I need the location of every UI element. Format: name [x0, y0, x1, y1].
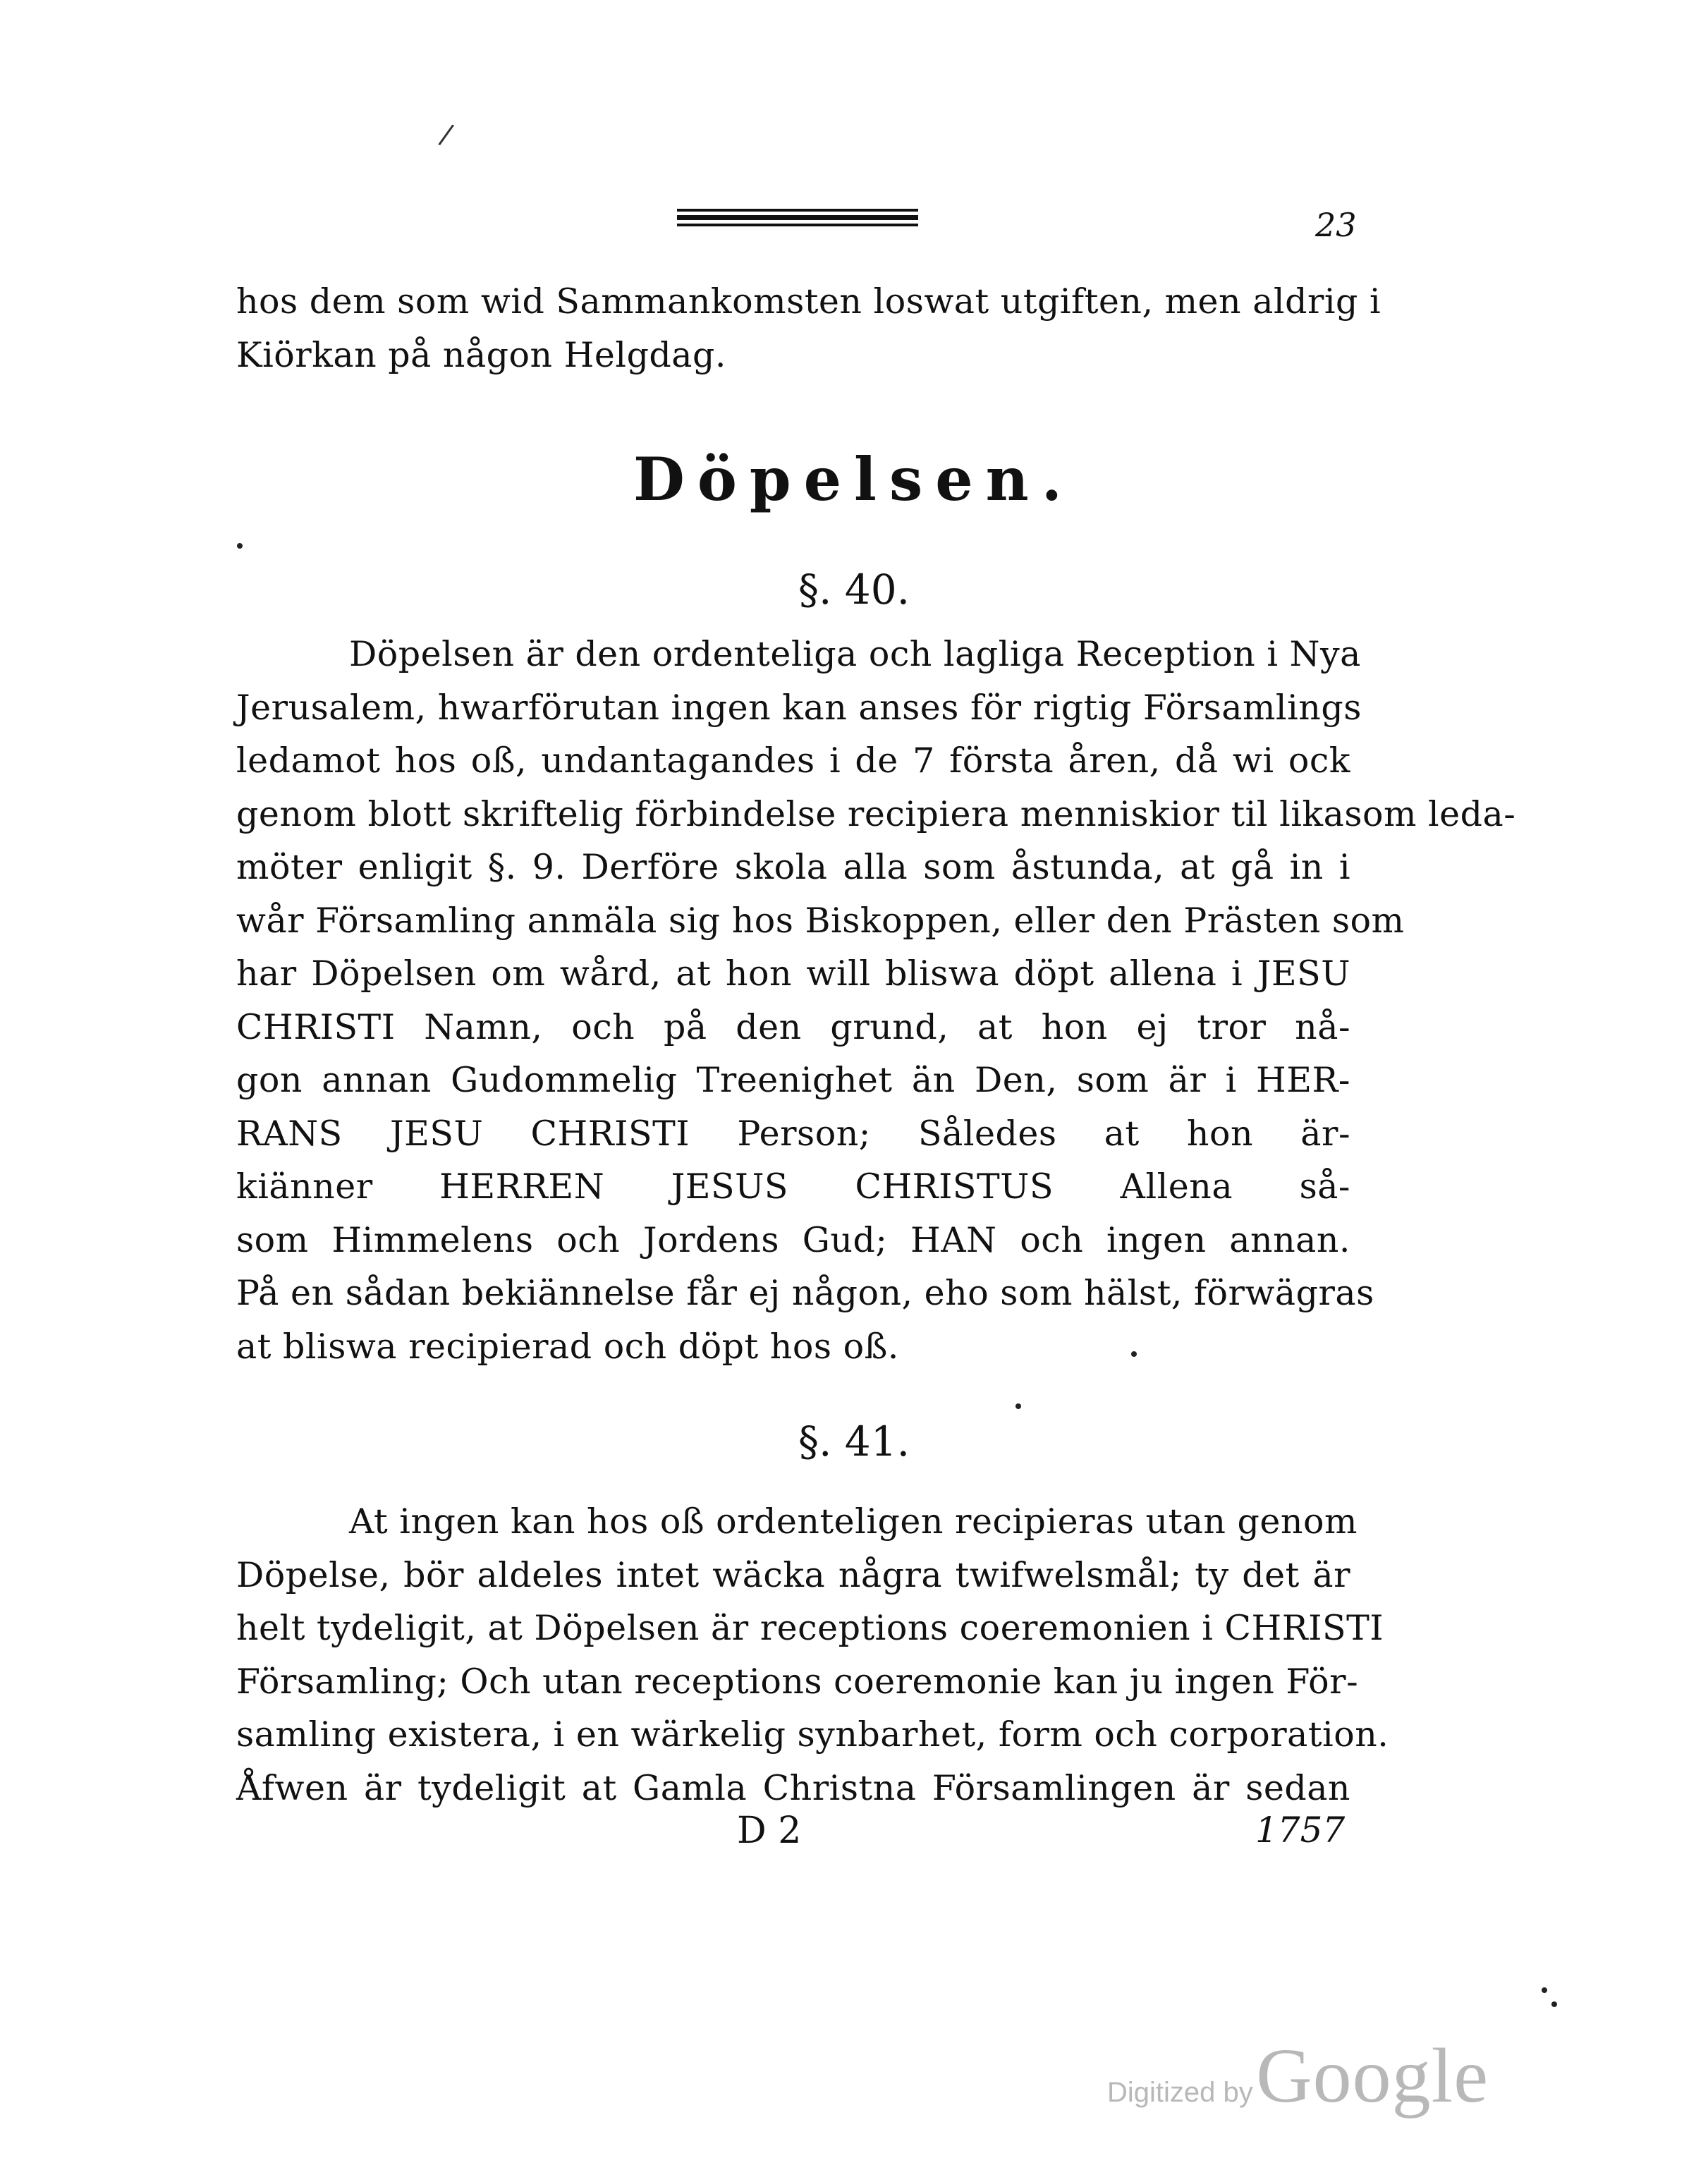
digitization-watermark: [1107, 2031, 1489, 2121]
text-line: helt tydeligit, at Döpelsen är receptions coeremonien i CHRISTI: [236, 1608, 1384, 1648]
text-line: Församling; Och utan receptions coeremonie kan ju ingen För-: [236, 1661, 1359, 1702]
catchword: 1757: [1255, 1810, 1346, 1851]
text-line: ledamot hos oß, undantagandes i de 7 första åren, då wi ock: [236, 740, 1350, 781]
speck: [1551, 2001, 1557, 2007]
text-line: At ingen kan hos oß ordenteligen recipieras utan genom: [349, 1501, 1358, 1542]
text-line: RANS JESU CHRISTI Person; Således at hon är-: [236, 1113, 1350, 1154]
header-rule-line: [677, 215, 918, 220]
speck: [237, 543, 243, 549]
header-rule: [677, 209, 918, 230]
section-41-paragraph: [236, 1495, 1389, 1815]
text-line: gon annan Gudommelig Treenighet än Den, som är i HER-: [236, 1060, 1350, 1100]
text-line: hos dem som wid Sammankomsten loswat utgiften, men aldrig i: [236, 281, 1381, 322]
text-line: Döpelsen är den ordenteliga och lagliga Reception i Nya: [349, 634, 1361, 674]
watermark-prefix: Digitized by: [1107, 2077, 1253, 2108]
text-line: samling existera, i en wärkelig synbarhet, form och corporation.: [236, 1714, 1389, 1755]
header-rule-line: [677, 224, 918, 226]
text-line: genom blott skriftelig förbindelse recipiera menniskior til likasom leda-: [236, 793, 1516, 834]
section-heading: §. 41.: [798, 1418, 910, 1465]
text-line: at bliswa recipierad och döpt hos oß.: [236, 1326, 899, 1367]
text-line: kiänner HERREN JESUS CHRISTUS Allena så-: [236, 1166, 1350, 1207]
text-line: Döpelse, bör aldeles intet wäcka några twifwelsmål; ty det är: [236, 1554, 1350, 1595]
chapter-title: Döpelsen.: [633, 444, 1075, 514]
google-logo: Google: [1256, 2032, 1489, 2119]
text-line: som Himmelens och Jordens Gud; HAN och ingen annan.: [236, 1219, 1350, 1260]
speck: [1131, 1351, 1137, 1357]
intro-paragraph: [236, 275, 1381, 382]
speck: [1542, 1987, 1547, 1993]
speck: [1015, 1403, 1021, 1409]
text-line: CHRISTI Namn, och på den grund, at hon ej tror nå-: [236, 1006, 1350, 1047]
section-heading: §. 40.: [798, 566, 910, 614]
page-number: 23: [1315, 206, 1357, 244]
text-line: möter enligit §. 9. Derföre skola alla som åstunda, at gå in i: [236, 847, 1350, 887]
text-line: Kiörkan på någon Helgdag.: [236, 334, 726, 375]
text-line: har Döpelsen om wård, at hon will bliswa döpt allena i JESU: [236, 953, 1350, 994]
text-line: wår Församling anmäla sig hos Biskoppen, eller den Prästen som: [236, 900, 1405, 941]
text-line: Åfwen är tydeligit at Gamla Christna Församlingen är sedan: [236, 1767, 1350, 1808]
stray-mark: /: [437, 118, 456, 152]
signature-mark: D 2: [737, 1810, 802, 1852]
header-rule-line: [677, 209, 918, 212]
text-line: Jerusalem, hwarförutan ingen kan anses för rigtig Församlings: [236, 687, 1362, 728]
text-line: På en sådan bekiännelse får ej någon, eho som hälst, förwägras: [236, 1273, 1374, 1313]
section-40-paragraph: [236, 628, 1516, 1373]
